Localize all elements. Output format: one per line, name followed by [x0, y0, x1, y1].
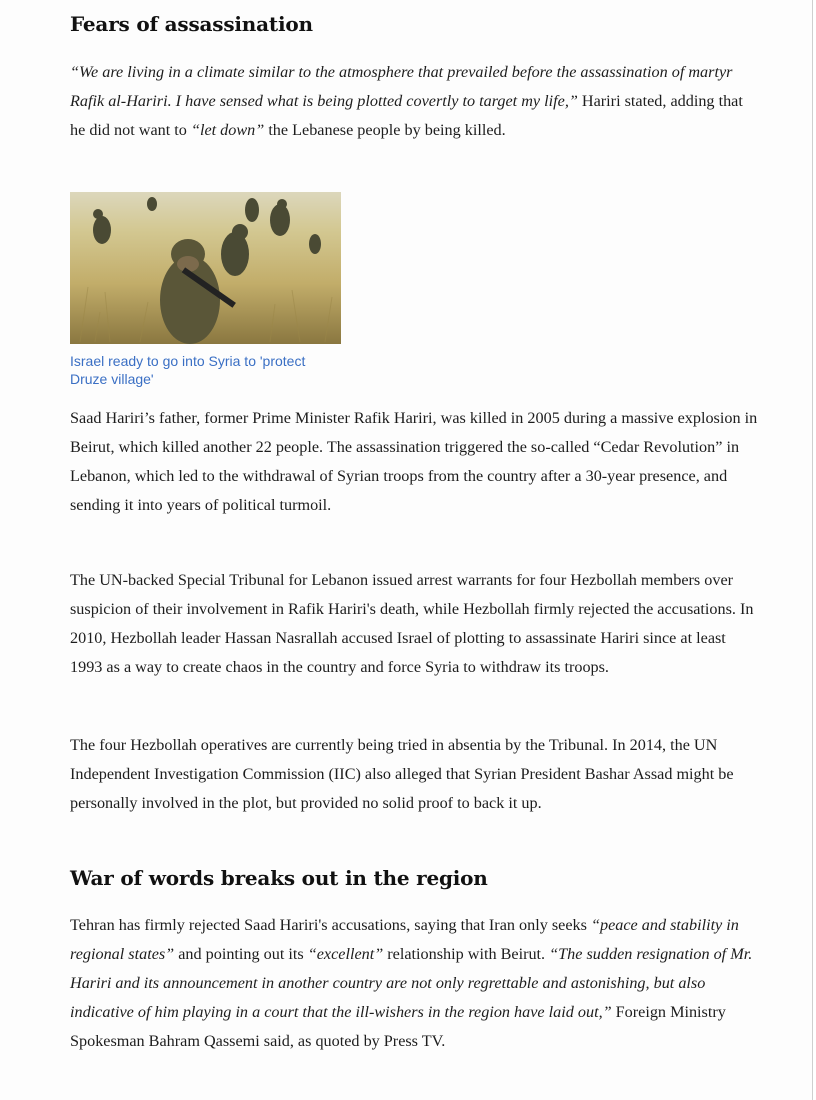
text-hariri-stated: Hariri stated, adding that he did not want to [70, 92, 743, 139]
text-foreign-ministry: Foreign Ministry Spokesman Bahram Qassemi said, as quoted by Press TV. [70, 1003, 726, 1050]
quote-excellent: “excellent” [307, 945, 384, 963]
text-tehran-rejected: Tehran has firmly rejected Saad Hariri's accusations, saying that Iran only seeks [70, 916, 591, 934]
quote-sudden-resignation: “The sudden resignation of Mr. Hariri and its announcement in another country are not only regrettable and astonishing, but also indicative of him playing in a court that the ill-wishers in the region have laid out,” [70, 945, 753, 1021]
soldiers-field-image [70, 192, 341, 344]
quote-climate: “We are living in a climate similar to the atmosphere that prevailed before the assassination of martyr Rafik al-Hariri. I have sensed what is being plotted covertly to target my life,” [70, 63, 733, 110]
related-article-caption-link[interactable]: Israel ready to go into Syria to 'protect Druze village' [70, 353, 306, 387]
text-lebanese-people: the Lebanese people by being killed. [264, 121, 506, 139]
paragraph-hariri-quote [70, 58, 760, 145]
paragraph-tribunal-warrants: The UN-backed Special Tribunal for Lebanon issued arrest warrants for four Hezbollah members over suspicion of their involvement in Rafik Hariri's death, while Hezbollah firmly rejected the accusations. In 2010, Hezbollah leader Hassan Nasrallah accused Israel of plotting to assassinate Hariri since at least 1993 as a way to create chaos in the country and force Syria to withdraw its troops. [70, 571, 754, 676]
section-heading-war-of-words: War of words breaks out in the region [70, 866, 488, 890]
text-pointing-out: and pointing out its [174, 945, 308, 963]
paragraph-tehran-rejects [70, 911, 760, 1056]
section-heading-fears: Fears of assassination [70, 12, 313, 36]
paragraph-absentia-trial: The four Hezbollah operatives are currently being tried in absentia by the Tribunal. In 2014, the UN Independent Investigation Commission (IIC) also alleged that Syrian President Bashar Assad might be personally involved in the plot, but provided no solid proof to back it up. [70, 736, 734, 812]
paragraph-rafik-hariri: Saad Hariri’s father, former Prime Minister Rafik Hariri, was killed in 2005 during a massive explosion in Beirut, which killed another 22 people. The assassination triggered the so-called “Cedar Revolution” in Lebanon, which led to the withdrawal of Syrian troops from the country after a 30-year presence, and sending it into years of political turmoil. [70, 409, 758, 514]
quote-peace-stability: “peace and stability in regional states” [70, 916, 739, 963]
quote-let-down: “let down” [190, 121, 265, 139]
related-article-figure[interactable] [70, 192, 342, 388]
article-photo[interactable] [70, 192, 341, 344]
text-relationship-beirut: relationship with Beirut. [383, 945, 550, 963]
